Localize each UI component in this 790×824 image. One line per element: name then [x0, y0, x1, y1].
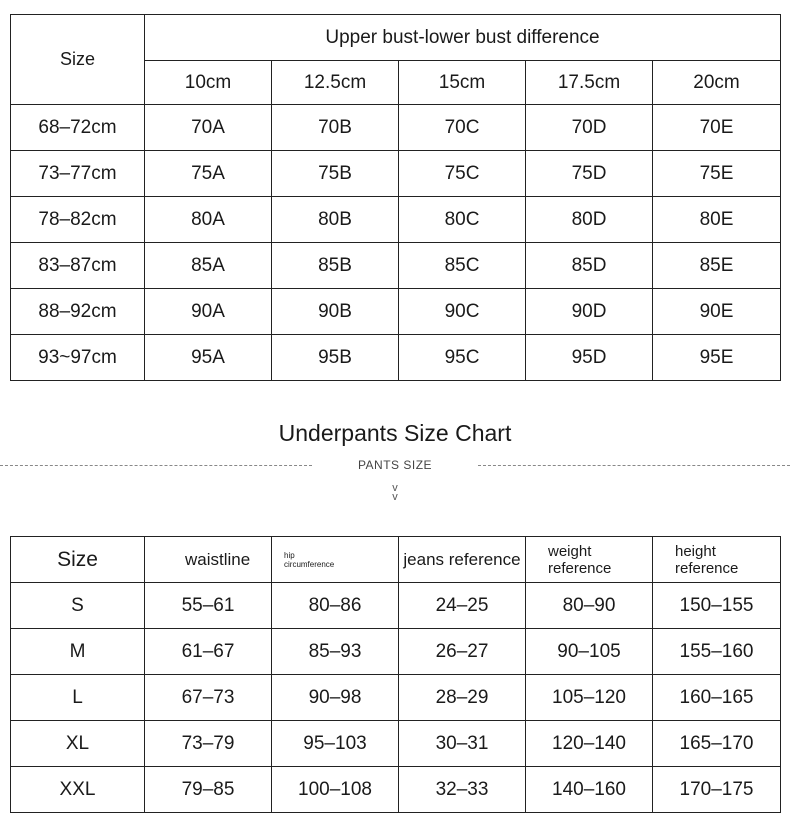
- difference-column-header: 10cm: [145, 61, 272, 105]
- height-reference-header: [653, 537, 781, 583]
- table-row: [11, 289, 781, 335]
- cup-size-cell: 70D: [526, 105, 653, 151]
- pants-chart-title: Underpants Size Chart: [278, 420, 512, 446]
- cup-size-cell: 90D: [526, 289, 653, 335]
- jeans-cell: 30–31: [399, 721, 526, 767]
- table-row: [11, 105, 781, 151]
- pants-size-cell: S: [11, 583, 145, 629]
- waistline-cell: 79–85: [145, 767, 272, 813]
- cup-size-cell: 70B: [272, 105, 399, 151]
- cup-size-cell: 95A: [145, 335, 272, 381]
- hip-cell: 95–103: [272, 721, 399, 767]
- table-row: [11, 335, 781, 381]
- bust-range-cell: 83–87cm: [11, 243, 145, 289]
- pants-size-cell: L: [11, 675, 145, 721]
- height-header-line1: height: [675, 542, 716, 560]
- cup-size-cell: 85C: [399, 243, 526, 289]
- jeans-cell: 32–33: [399, 767, 526, 813]
- hip-cell: 85–93: [272, 629, 399, 675]
- cup-size-cell: 90B: [272, 289, 399, 335]
- cup-size-cell: 85A: [145, 243, 272, 289]
- pants-size-cell: M: [11, 629, 145, 675]
- hip-header-line2: circumference: [284, 559, 335, 569]
- table-row: [11, 675, 781, 721]
- cup-size-cell: 80E: [653, 197, 781, 243]
- cup-size-cell: 95D: [526, 335, 653, 381]
- cup-size-cell: 75A: [145, 151, 272, 197]
- difference-column-header: 15cm: [399, 61, 526, 105]
- height-cell: 165–170: [653, 721, 781, 767]
- difference-column-header: 17.5cm: [526, 61, 653, 105]
- cup-size-cell: 95E: [653, 335, 781, 381]
- cup-size-cell: 70C: [399, 105, 526, 151]
- cup-size-cell: 95B: [272, 335, 399, 381]
- table-row: [11, 629, 781, 675]
- height-cell: 170–175: [653, 767, 781, 813]
- hip-cell: 90–98: [272, 675, 399, 721]
- weight-cell: 105–120: [526, 675, 653, 721]
- bust-range-cell: 78–82cm: [11, 197, 145, 243]
- hip-circumference-header: [272, 537, 399, 583]
- hip-header-line1: hip: [284, 550, 295, 560]
- jeans-reference-header: jeans reference: [399, 537, 526, 583]
- waistline-cell: 73–79: [145, 721, 272, 767]
- difference-column-header: 12.5cm: [272, 61, 399, 105]
- difference-column-header: 20cm: [653, 61, 781, 105]
- pants-size-header: Size: [11, 537, 145, 583]
- pants-size-cell: XL: [11, 721, 145, 767]
- bust-range-cell: 68–72cm: [11, 105, 145, 151]
- cup-size-cell: 70E: [653, 105, 781, 151]
- weight-reference-header: [526, 537, 653, 583]
- cup-size-cell: 90C: [399, 289, 526, 335]
- cup-size-cell: 85E: [653, 243, 781, 289]
- waistline-header: waistline: [145, 537, 272, 583]
- cup-size-cell: 80B: [272, 197, 399, 243]
- table-row: [11, 243, 781, 289]
- pants-chart-subtitle: PANTS SIZE: [357, 458, 433, 472]
- bust-range-cell: 93~97cm: [11, 335, 145, 381]
- cup-size-cell: 80C: [399, 197, 526, 243]
- jeans-cell: 24–25: [399, 583, 526, 629]
- cup-size-cell: 95C: [399, 335, 526, 381]
- table-row: [11, 197, 781, 243]
- hip-cell: 100–108: [272, 767, 399, 813]
- jeans-cell: 28–29: [399, 675, 526, 721]
- bust-range-cell: 88–92cm: [11, 289, 145, 335]
- weight-header-line2: reference: [548, 559, 612, 577]
- table-row: [11, 767, 781, 813]
- weight-cell: 80–90: [526, 583, 653, 629]
- waistline-cell: 67–73: [145, 675, 272, 721]
- weight-header-line1: weight: [548, 542, 592, 560]
- cup-size-cell: 85B: [272, 243, 399, 289]
- bra-size-table: [10, 14, 781, 381]
- cup-size-cell: 80D: [526, 197, 653, 243]
- table-row: [11, 721, 781, 767]
- waistline-cell: 55–61: [145, 583, 272, 629]
- pants-size-cell: XXL: [11, 767, 145, 813]
- cup-size-cell: 75B: [272, 151, 399, 197]
- cup-size-cell: 80A: [145, 197, 272, 243]
- height-cell: 160–165: [653, 675, 781, 721]
- weight-cell: 120–140: [526, 721, 653, 767]
- cup-size-cell: 70A: [145, 105, 272, 151]
- cup-size-cell: 75E: [653, 151, 781, 197]
- table-row: [11, 151, 781, 197]
- pants-size-table: [10, 536, 781, 813]
- hip-cell: 80–86: [272, 583, 399, 629]
- table-row: [11, 583, 781, 629]
- height-cell: 150–155: [653, 583, 781, 629]
- chevron-down-icon: v v: [392, 482, 398, 503]
- jeans-cell: 26–27: [399, 629, 526, 675]
- cup-size-cell: 75D: [526, 151, 653, 197]
- height-header-line2: reference: [675, 559, 739, 577]
- weight-cell: 140–160: [526, 767, 653, 813]
- waistline-cell: 61–67: [145, 629, 272, 675]
- height-cell: 155–160: [653, 629, 781, 675]
- weight-cell: 90–105: [526, 629, 653, 675]
- bust-difference-header: Upper bust-lower bust difference: [145, 15, 781, 61]
- bra-size-header: Size: [11, 15, 145, 105]
- cup-size-cell: 90E: [653, 289, 781, 335]
- cup-size-cell: 90A: [145, 289, 272, 335]
- bust-range-cell: 73–77cm: [11, 151, 145, 197]
- cup-size-cell: 75C: [399, 151, 526, 197]
- cup-size-cell: 85D: [526, 243, 653, 289]
